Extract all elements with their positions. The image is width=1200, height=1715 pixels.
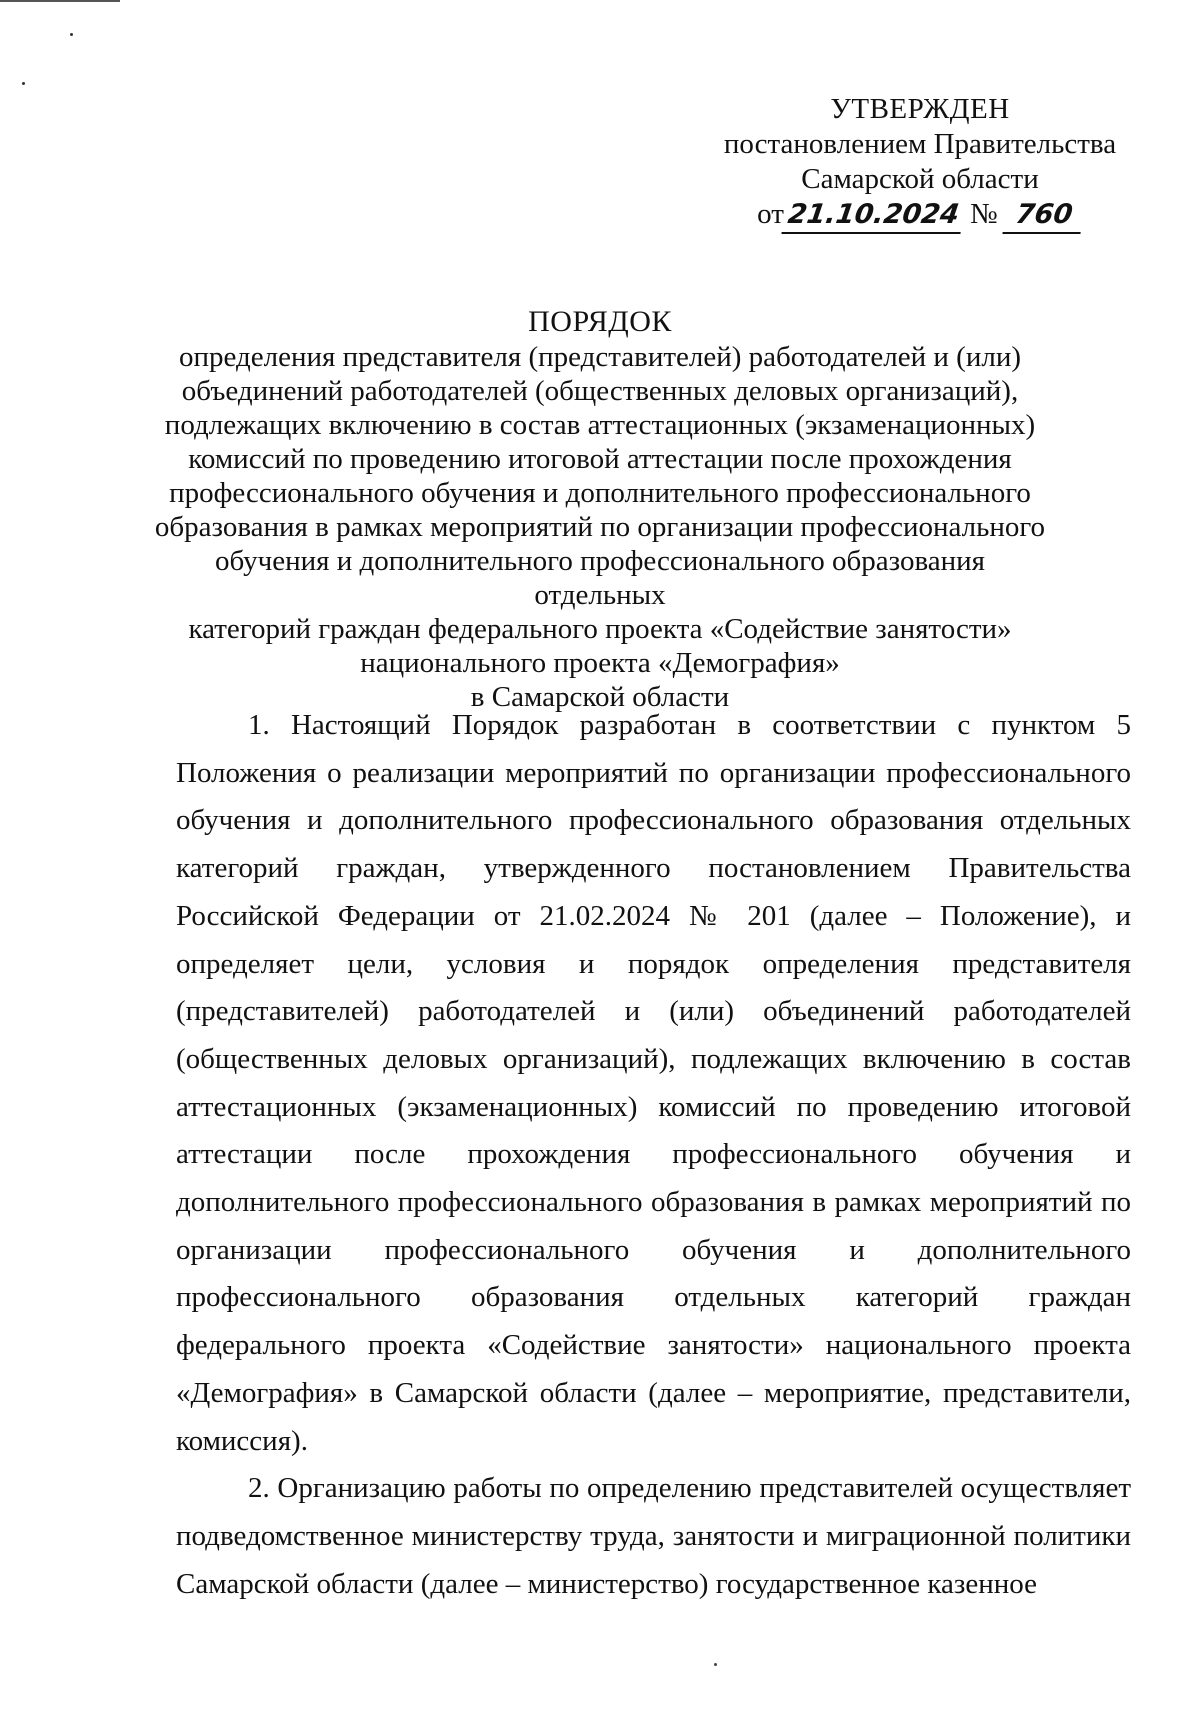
- scan-speck: [714, 1663, 717, 1666]
- title-line: профессионального обучения и дополнительного профессионального: [169, 477, 1031, 509]
- approval-line-2: Самарской области: [801, 163, 1039, 195]
- scan-speck: [22, 82, 25, 85]
- number-sign: №: [969, 198, 998, 230]
- approval-line-1: постановлением Правительства: [723, 128, 1117, 160]
- document-title-block: [150, 305, 1050, 714]
- scan-artifact-line: [0, 0, 120, 2]
- paragraph-1: 1. Настоящий Порядок разработан в соответствии с пунктом 5 Положения о реализации мероприятий по организации профессионального обучения и дополнительного профессионального образования отдельных категорий граждан, утвержденного постановлением Правительства Российской Федерации от 21.02.2024 № 201 (далее – Положение), и определяет цели, условия и порядок определения представителя (представителей) работодателей и (или) объединений работодателей (общественных деловых организаций), подлежащих включению в состав аттестационных (экзаменационных) комиссий по проведению итоговой аттестации после прохождения профессионального обучения и дополнительного профессионального образования в рамках мероприятий по организации профессионального обучения и дополнительного профессионального образования отдельных категорий граждан федерального проекта «Содействие занятости» национального проекта «Демография» в Самарской области (далее – мероприятие, представители, комиссия).: [176, 709, 1131, 1457]
- approval-heading: УТВЕРЖДЕН: [830, 93, 1010, 125]
- title-line: в Самарской области: [470, 681, 730, 713]
- document-body: [176, 702, 1131, 1608]
- handwritten-date: 21.10.2024: [781, 197, 965, 234]
- title-line: комиссий по проведению итоговой аттестации после прохождения: [188, 443, 1012, 475]
- title-line: образования в рамках мероприятий по организации профессионального: [154, 511, 1046, 543]
- approval-stamp-block: [700, 92, 1140, 234]
- title-line: национального проекта «Демография»: [360, 647, 840, 679]
- scan-speck: [70, 33, 73, 36]
- title-line: обучения и дополнительного профессионального образования отдельных: [214, 545, 985, 611]
- handwritten-number: 760: [1002, 197, 1085, 234]
- date-prefix: от: [757, 198, 784, 230]
- title-line: подлежащих включению в состав аттестационных (экзаменационных): [164, 409, 1036, 441]
- approval-date-line: [757, 197, 1083, 234]
- title-line: объединений работодателей (общественных деловых организаций),: [181, 375, 1019, 407]
- title-line: определения представителя (представителей) работодателей и (или): [178, 341, 1021, 373]
- title-line: категорий граждан федерального проекта «Содействие занятости»: [188, 613, 1012, 645]
- document-title: ПОРЯДОК: [528, 305, 672, 338]
- paragraph-2: 2. Организацию работы по определению представителей осуществляет подведомственное министерству труда, занятости и миграционной политики Самарской области (далее – министерство) государственное казенное: [176, 1472, 1131, 1600]
